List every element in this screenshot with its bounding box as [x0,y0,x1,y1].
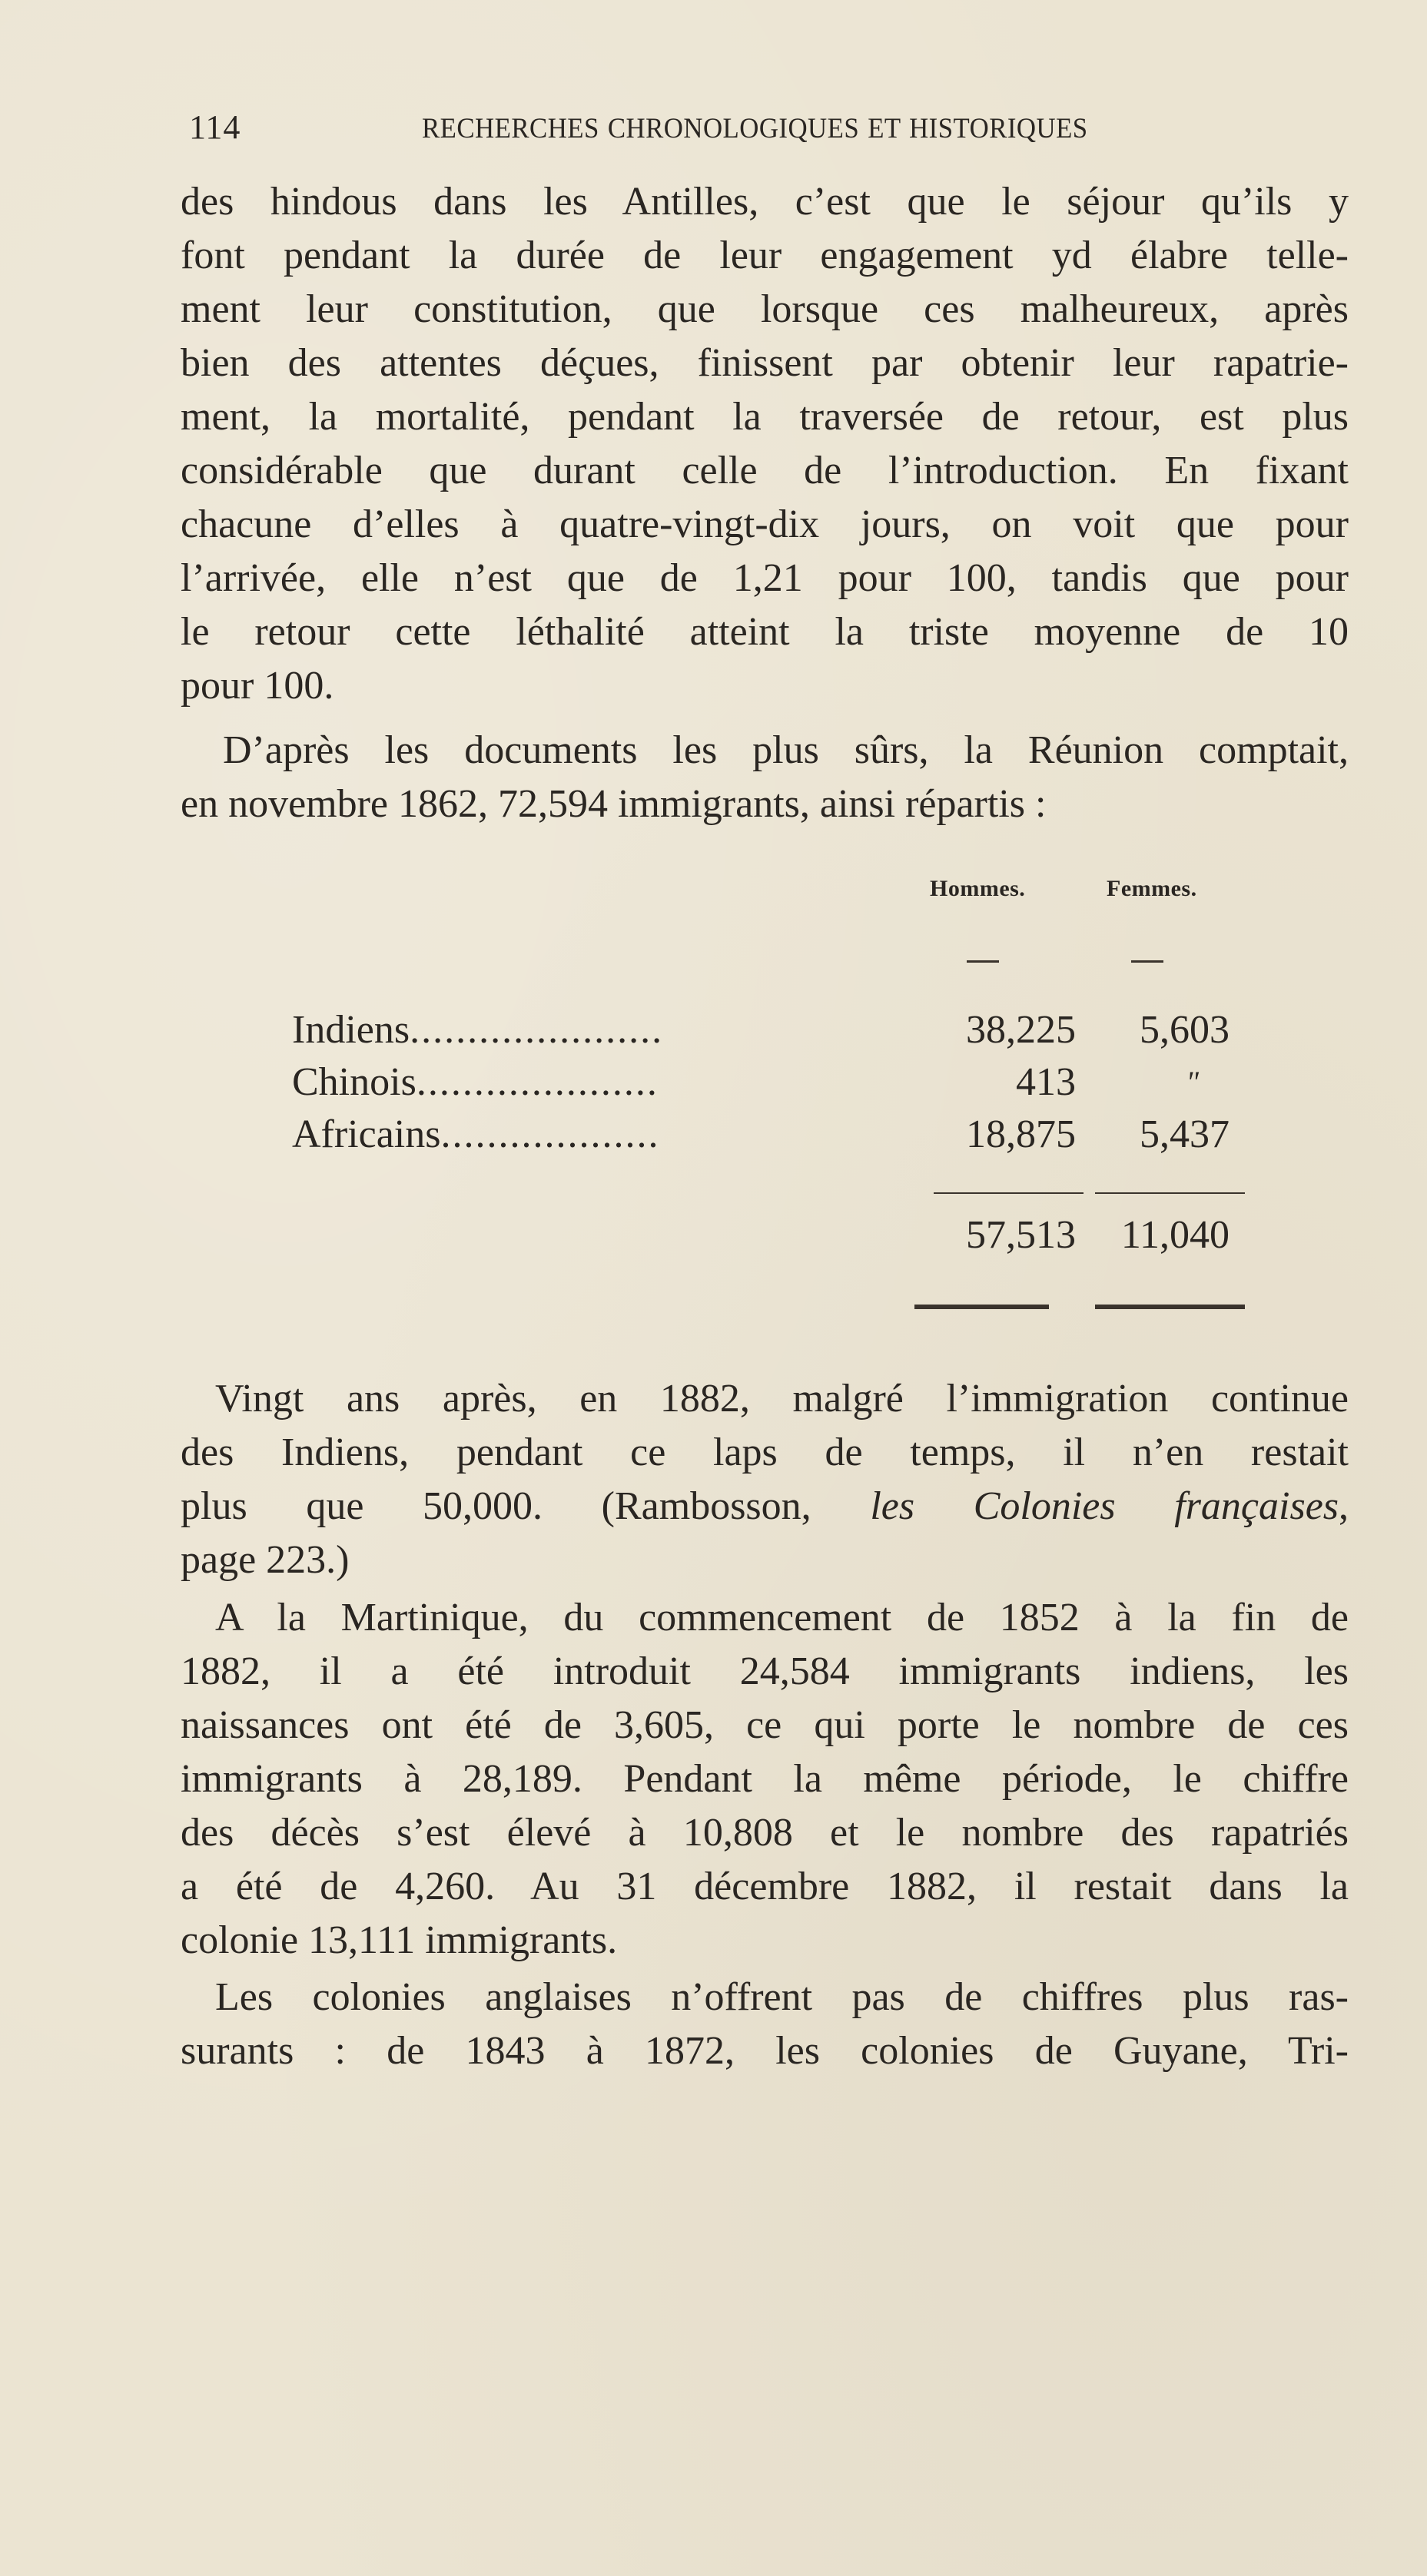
text-line: pour 100. [181,664,334,708]
sum-rule [1095,1192,1245,1194]
text-line: considérable que durant celle de l’introduction. En fixant [181,449,1349,492]
paragraph-3 [181,1372,1349,1587]
text-line: immigrants à 28,189. Pendant la même période, le chiffre [181,1757,1349,1801]
text-line: le retour cette léthalité atteint la triste moyenne de 10 [181,610,1349,654]
text-line: surants : de 1843 à 1872, les colonies de Guyane, Tri- [181,2029,1349,2073]
text-line: en novembre 1862, 72,594 immigrants, ainsi répartis : [181,782,1047,826]
text-line: ment, la mortalité, pendant la traversée de retour, est plus [181,395,1349,439]
text-line: bien des attentes déçues, finissent par obtenir leur rapatrie- [181,341,1349,385]
sum-rule [934,1192,1084,1194]
dot-leader: ...................... [410,1008,664,1052]
cell-men: 18,875 [966,1112,1076,1156]
book-title: les Colonies françaises [870,1484,1339,1528]
column-header-women: Femmes. [1107,876,1197,901]
total-rule [1095,1305,1245,1309]
page-number: 114 [189,108,241,146]
text-line: des Indiens, pendant ce laps de temps, il n’en restait [181,1431,1349,1474]
text-line: Les colonies anglaises n’offrent pas de chiffres plus ras- [215,1975,1349,2019]
page-header [189,108,1188,161]
cell-women: 5,437 [1140,1112,1230,1156]
table-row [292,1109,1245,1160]
immigrants-table [292,876,1245,1337]
total-women: 11,040 [1120,1213,1230,1257]
row-label-text: Chinois [292,1060,416,1104]
text-line: page 223.) [181,1538,350,1582]
column-dash [967,960,999,963]
table-row [292,1005,1245,1056]
row-label-text: Indiens [292,1008,410,1052]
paragraph-5 [181,1971,1349,2078]
text-line [181,1480,1349,1533]
cell-women-ditto: " [1186,1065,1199,1099]
text-line: des décès s’est élevé à 10,808 et le nombre des rapatriés [181,1811,1349,1855]
row-label [292,1005,891,1056]
cell-women: 5,603 [1140,1008,1230,1052]
text-line: A la Martinique, du commencement de 1852 à la fin de [215,1596,1349,1639]
cell-men: 38,225 [966,1008,1076,1052]
text-line: a été de 4,260. Au 31 décembre 1882, il restait dans la [181,1865,1349,1908]
text-fragment: plus que 50,000. (Rambosson, [181,1484,871,1528]
text-line: chacune d’elles à quatre-vingt-dix jours, on voit que pour [181,502,1349,546]
row-label [292,1109,891,1160]
dot-leader: ..................... [416,1060,659,1104]
row-label-text: Africains [292,1112,441,1156]
text-fragment: , [1339,1484,1349,1528]
row-label [292,1057,891,1108]
totals-row [292,1205,1245,1266]
text-line: naissances ont été de 3,605, ce qui porte le nombre de ces [181,1703,1349,1747]
text-line: l’arrivée, elle n’est que de 1,21 pour 100, tandis que pour [181,556,1349,600]
paragraph-4 [181,1591,1349,1968]
running-head: RECHERCHES CHRONOLOGIQUES ET HISTORIQUES [422,113,1088,144]
text-line: Vingt ans après, en 1882, malgré l’immigration continue [215,1377,1349,1421]
text-line: font pendant la durée de leur engagement yd élabre telle- [181,234,1349,277]
column-dash [1131,960,1163,963]
cell-men: 413 [1016,1060,1076,1104]
text-line: D’après les documents les plus sûrs, la Réunion comptait, [223,728,1349,772]
paragraph-2 [181,724,1349,831]
text-line: 1882, il a été introduit 24,584 immigrants indiens, les [181,1649,1349,1693]
text-line: colonie 13,111 immigrants. [181,1918,618,1962]
text-line: des hindous dans les Antilles, c’est que le séjour qu’ils y [181,180,1349,224]
total-men: 57,513 [966,1213,1076,1257]
dot-leader: ................... [440,1112,660,1156]
total-rule [914,1305,1049,1309]
table-row [292,1057,1245,1108]
paragraph-1 [181,175,1349,713]
column-header-men: Hommes. [930,876,1026,901]
text-line: ment leur constitution, que lorsque ces malheureux, après [181,287,1349,331]
